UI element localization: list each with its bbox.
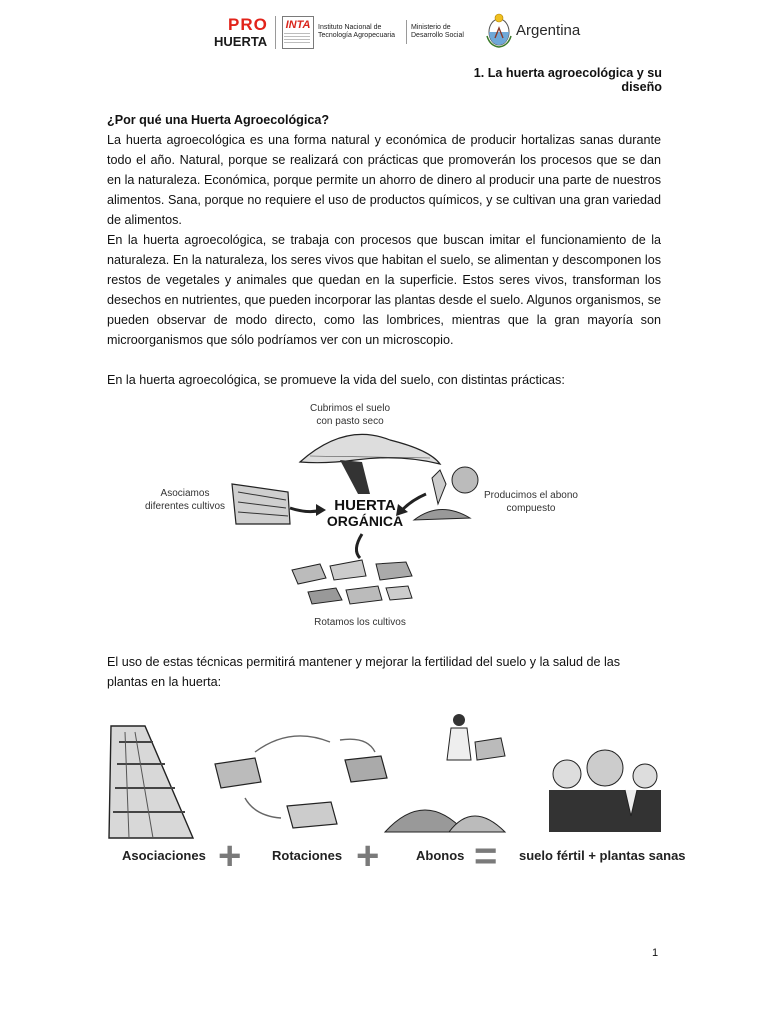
prohuerta-logo-huerta: HUERTA xyxy=(214,34,268,49)
page-number: 1 xyxy=(652,947,659,959)
argentina-coat-of-arms-icon xyxy=(486,12,512,48)
associated-crops-bed-icon xyxy=(232,484,326,524)
crop-rotation-beds-icon xyxy=(292,534,412,604)
diagram-bottom-caption: Rotamos los cultivos xyxy=(314,617,406,628)
rotations-beds-icon xyxy=(215,736,387,828)
page-header xyxy=(0,0,768,60)
huerta-organica-diagram xyxy=(140,392,620,632)
plus-sign-1: + xyxy=(218,834,242,878)
gardener-compost-icon xyxy=(385,714,505,832)
diagram-center-line2: ORGÁNICA xyxy=(326,513,404,529)
inta-logo-text: INTA xyxy=(285,19,311,31)
equation-illustrations xyxy=(105,712,665,842)
equation-term-associations: Asociaciones xyxy=(122,848,206,863)
diagram-center-line1: HUERTA xyxy=(334,497,396,514)
equals-sign: = xyxy=(474,834,498,878)
ministry-name: Ministerio de Desarrollo Social xyxy=(411,24,464,39)
institute-name: Instituto Nacional de Tecnología Agropecuaria xyxy=(318,24,396,39)
paragraph-2: En la huerta agroecológica, se trabaja con procesos que buscan imitar el funcionamiento de la naturaleza. En la naturaleza, los seres vivos que habitan el suelo, se alimentan y descomponen los restos de vegetales y animales que quedan en la superficie. Estos seres vivos, transforman los desechos en nutrientes, que pueden incorporar las plantas desde el suelo. Algunos organismos, se pueden observar de modo directo, como las lombrices, mientras que la gran mayoría son microorganismos que sólo podríamos ver con un microscopio. xyxy=(107,233,661,347)
equation-result: suelo fértil + plantas sanas xyxy=(519,848,686,863)
header-divider xyxy=(406,20,407,44)
diagram-right-caption: Producimos el abono compuesto xyxy=(484,490,578,514)
practices-intro: En la huerta agroecológica, se promueve la vida del suelo, con distintas prácticas: xyxy=(107,373,565,387)
diagram-left-caption: Asociamos diferentes cultivos xyxy=(144,488,226,512)
associations-bed-icon xyxy=(109,726,193,838)
equation-term-abonos: Abonos xyxy=(416,848,465,863)
plus-sign-2: + xyxy=(356,834,380,878)
diagram-top-caption: Cubrimos el suelo con pasto seco xyxy=(309,403,391,427)
section-title: 1. La huerta agroecológica y su diseño xyxy=(473,66,662,94)
techniques-paragraph: El uso de estas técnicas permitirá mantener y mejorar la fertilidad del suelo y la salud de las plantas en la huerta: xyxy=(107,655,621,689)
fertile-soil-plants-icon xyxy=(549,750,661,832)
argentina-label: Argentina xyxy=(516,22,581,39)
question-heading: ¿Por qué una Huerta Agroecológica? xyxy=(107,113,330,127)
prohuerta-logo-pro: PRO xyxy=(228,15,268,34)
compost-icon xyxy=(396,467,478,520)
mulch-tree-icon xyxy=(300,434,440,494)
inta-logo-stripes xyxy=(284,33,310,45)
paragraph-1: La huerta agroecológica es una forma natural y económica de producir hortalizas sanas durante todo el año. Natural, porque se realizará con prácticas que promoverán los procesos que se dan en la naturaleza. Económica, porque permite un ahorro de dinero al producir una parte de nuestros alimentos. Sana, porque no requiere el uso de productos químicos, y se cultivan una gran variedad de alimentos. xyxy=(107,133,661,227)
equation-term-rotations: Rotaciones xyxy=(272,848,343,863)
header-divider xyxy=(275,16,276,49)
